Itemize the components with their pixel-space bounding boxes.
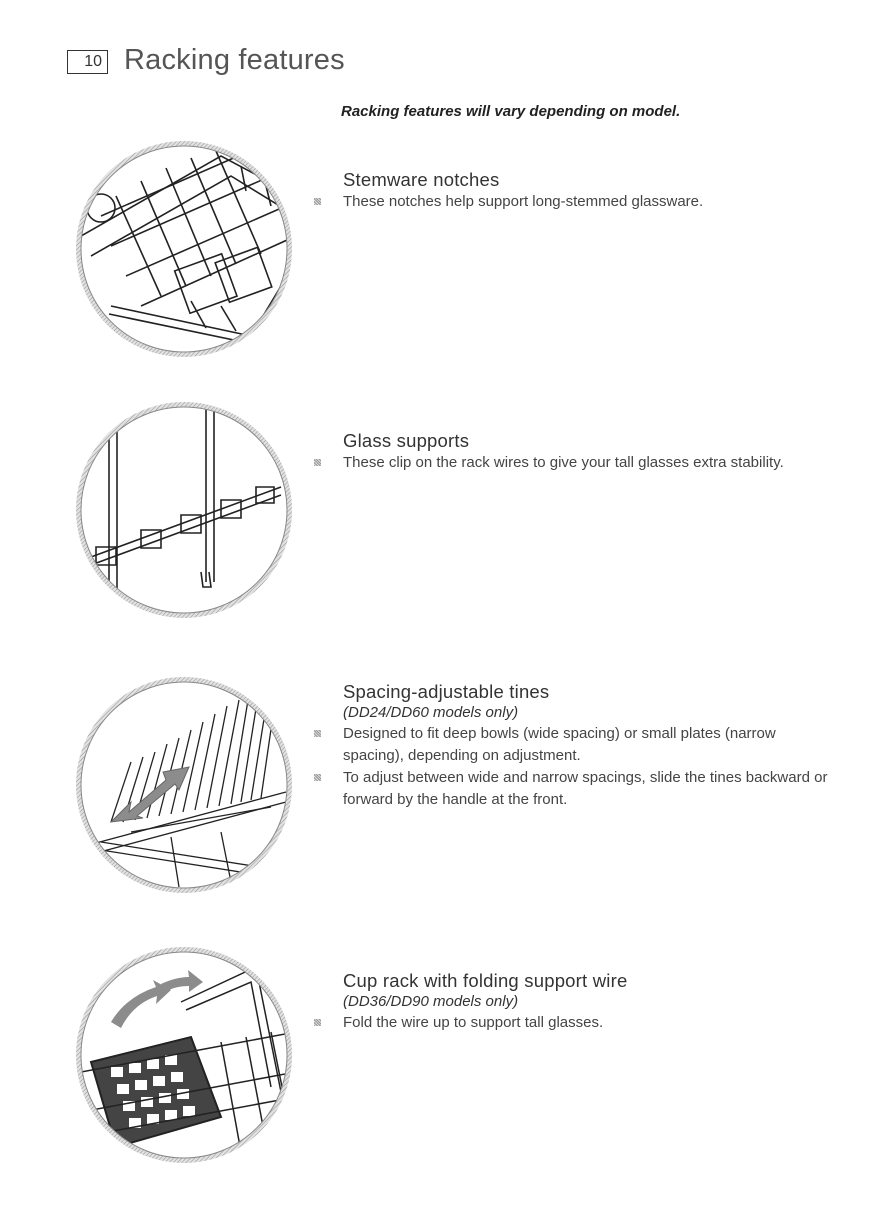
spacing-tines-illustration [71, 672, 297, 898]
bullet-icon [314, 730, 321, 737]
section-subtitle: (DD24/DD60 models only) [343, 704, 519, 721]
page-title: Racking features [124, 44, 345, 76]
bullet-icon [314, 459, 321, 466]
bullet-icon [314, 774, 321, 781]
bullet-list [313, 452, 833, 474]
section-title: Spacing-adjustable tines [343, 681, 550, 702]
page-number: 10 [67, 50, 108, 74]
model-note: Racking features will vary depending on model. [341, 103, 681, 120]
section-cup-rack [313, 970, 833, 1034]
section-stemware-notches [313, 169, 833, 213]
bullet-list [313, 191, 833, 213]
bullet-text: To adjust between wide and narrow spacings, slide the tines backward or forward by the handle at the front. [343, 769, 828, 808]
bullet-icon [314, 198, 321, 205]
list-item [313, 191, 833, 213]
bullet-text: These clip on the rack wires to give your tall glasses extra stability. [343, 454, 784, 471]
bullet-text: Designed to fit deep bowls (wide spacing) or small plates (narrow spacing), depending on adjustment. [343, 725, 776, 764]
list-item [313, 1012, 833, 1034]
bullet-list [313, 723, 833, 811]
list-item [313, 767, 833, 811]
bullet-icon [314, 1019, 321, 1026]
section-subtitle: (DD36/DD90 models only) [343, 993, 519, 1010]
section-glass-supports [313, 430, 833, 474]
glass-supports-illustration [71, 397, 297, 623]
bullet-text: Fold the wire up to support tall glasses. [343, 1014, 604, 1031]
list-item [313, 723, 833, 767]
section-title: Cup rack with folding support wire [343, 970, 628, 991]
section-title: Stemware notches [343, 169, 500, 190]
section-spacing-tines [313, 681, 833, 811]
list-item [313, 452, 833, 474]
bullet-list [313, 1012, 833, 1034]
stemware-notches-illustration [71, 136, 297, 362]
cup-rack-illustration [71, 942, 297, 1168]
section-title: Glass supports [343, 430, 470, 451]
bullet-text: These notches help support long-stemmed glassware. [343, 193, 704, 210]
